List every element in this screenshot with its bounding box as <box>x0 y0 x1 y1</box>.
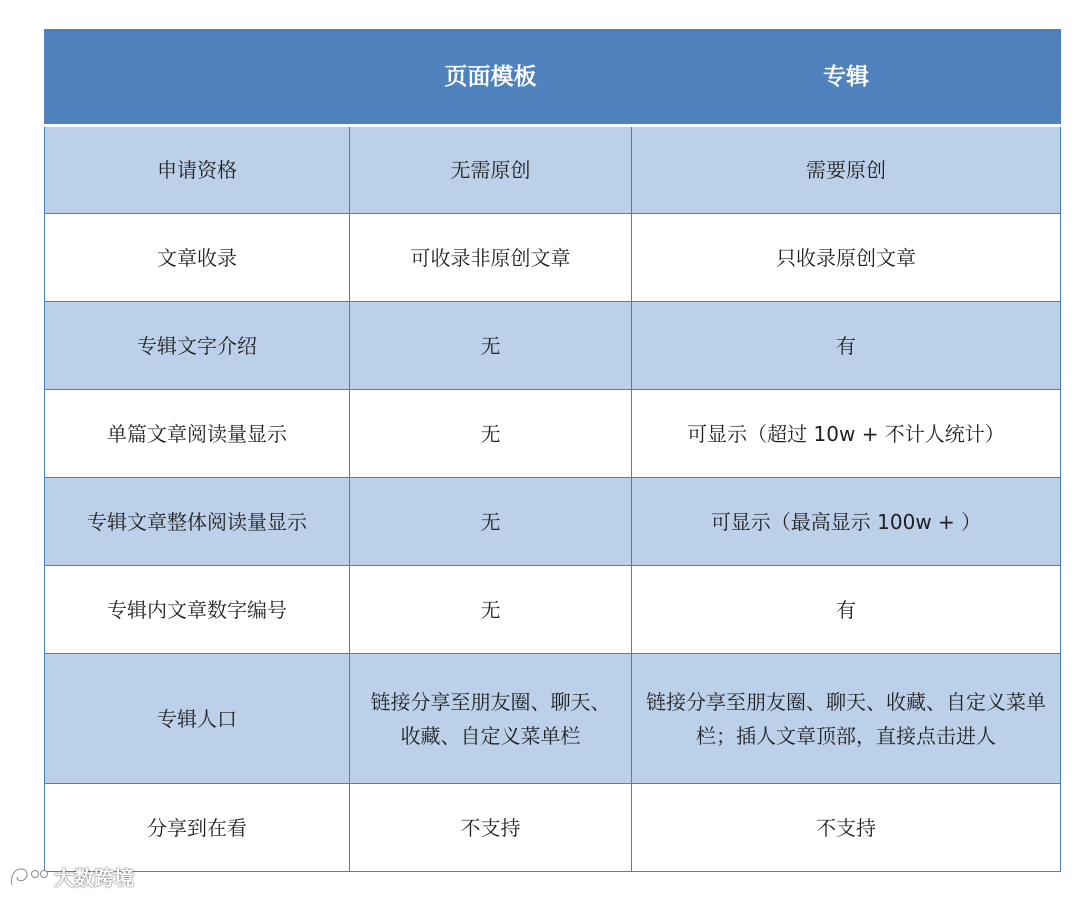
album-value-cell: 可显示（超过 10w + 不计人统计） <box>632 390 1061 478</box>
template-value-cell: 无 <box>350 478 632 566</box>
header-template-cell: 页面模板 <box>350 30 632 126</box>
table-row <box>45 478 1061 566</box>
album-value-cell: 链接分享至朋友圈、聊天、收藏、自定义菜单栏；插人文章顶部，直接点击进人 <box>632 654 1061 784</box>
comparison-table-container <box>44 29 1060 872</box>
table-header-row <box>45 30 1061 126</box>
table-row <box>45 784 1061 872</box>
template-value-cell: 无 <box>350 566 632 654</box>
row-label-cell: 专辑人口 <box>45 654 350 784</box>
template-value-cell: 链接分享至朋友圈、聊天、收藏、自定义菜单栏 <box>350 654 632 784</box>
table-row <box>45 126 1061 214</box>
header-album-cell: 专辑 <box>632 30 1061 126</box>
row-label-cell: 专辑文章整体阅读量显示 <box>45 478 350 566</box>
table-row <box>45 214 1061 302</box>
row-label-cell: 单篇文章阅读量显示 <box>45 390 350 478</box>
table-row <box>45 654 1061 784</box>
row-label-cell: 专辑文字介绍 <box>45 302 350 390</box>
album-value-cell: 只收录原创文章 <box>632 214 1061 302</box>
table-row <box>45 390 1061 478</box>
table-row <box>45 302 1061 390</box>
row-label-cell: 专辑内文章数字编号 <box>45 566 350 654</box>
row-label-cell: 分享到在看 <box>45 784 350 872</box>
template-value-cell: 无 <box>350 302 632 390</box>
album-value-cell: 有 <box>632 302 1061 390</box>
album-value-cell: 不支持 <box>632 784 1061 872</box>
comparison-table <box>44 29 1061 872</box>
row-label-cell: 申请资格 <box>45 126 350 214</box>
row-label-cell: 文章收录 <box>45 214 350 302</box>
header-corner-cell <box>45 30 350 126</box>
template-value-cell: 可收录非原创文章 <box>350 214 632 302</box>
table-row <box>45 566 1061 654</box>
album-value-cell: 可显示（最高显示 100w + ） <box>632 478 1061 566</box>
brand-logo-icon <box>8 865 50 889</box>
template-value-cell: 无需原创 <box>350 126 632 214</box>
album-value-cell: 需要原创 <box>632 126 1061 214</box>
album-value-cell: 有 <box>632 566 1061 654</box>
template-value-cell: 不支持 <box>350 784 632 872</box>
template-value-cell: 无 <box>350 390 632 478</box>
watermark-text: 大数跨境 <box>54 866 134 890</box>
watermark <box>8 862 134 891</box>
